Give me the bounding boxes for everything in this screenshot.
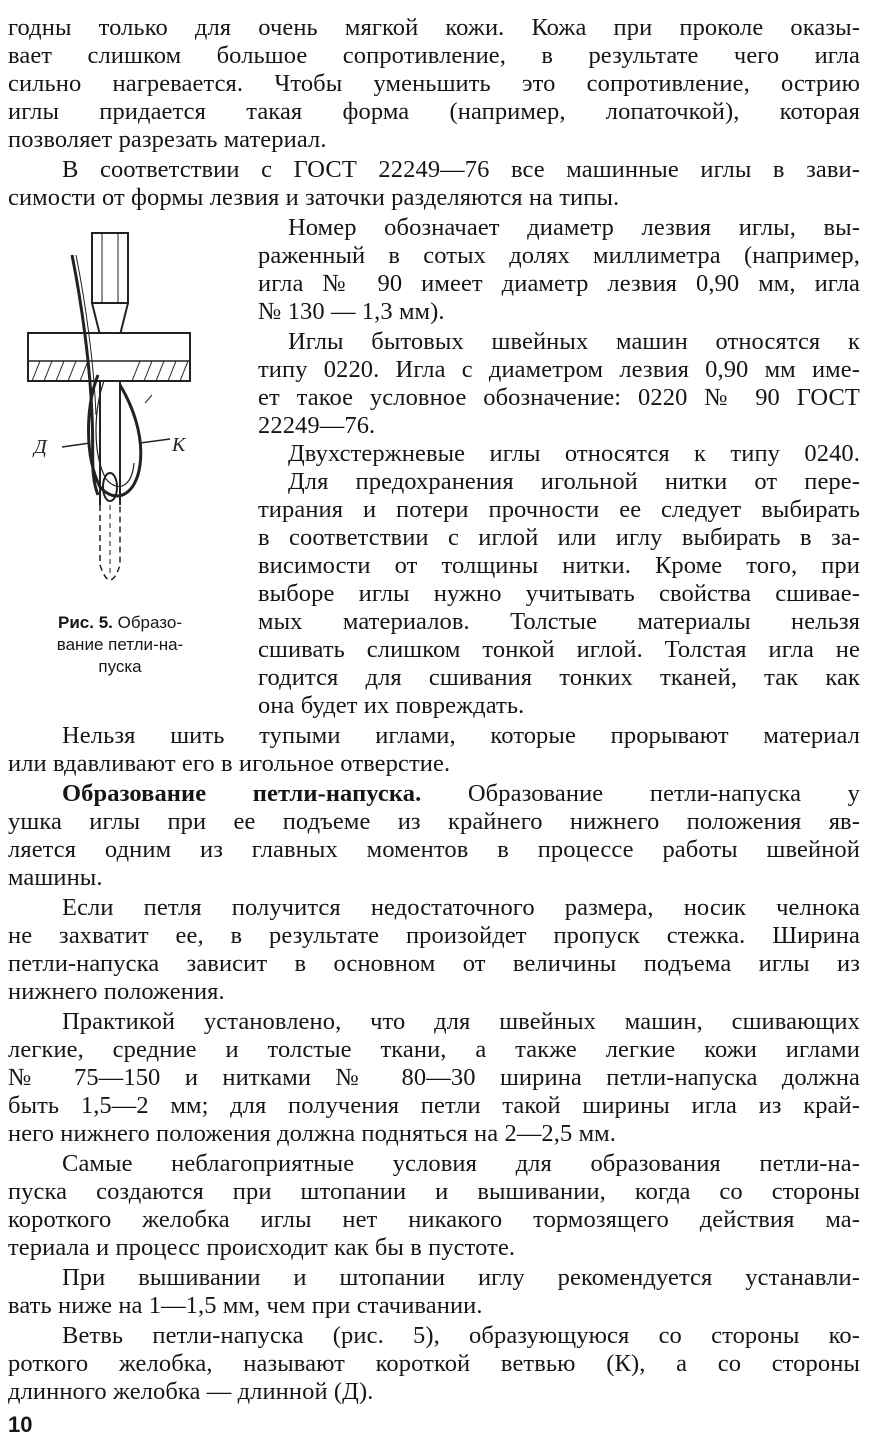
text-line: териала и процесс происходит как бы в пустоте. — [8, 1234, 516, 1261]
text-line: иглы придается такая форма (например, лопаточкой), которая — [8, 98, 860, 125]
figure-caption — [22, 612, 218, 678]
text-line: Для предохранения игольной нитки от пере- — [288, 468, 860, 495]
text-line: вать ниже на 1—1,5 мм, чем при стачивании. — [8, 1292, 483, 1319]
text-line: петли-напуска зависит в основном от величины подъема иглы из — [8, 950, 860, 977]
text-line: В соответствии с ГОСТ 22249—76 все машинные иглы в зави- — [62, 156, 860, 183]
text-line: Двухстержневые иглы относятся к типу 0240. — [288, 440, 860, 467]
needle-loop-figure — [20, 225, 240, 610]
caption-text: пуска — [98, 657, 142, 676]
text-line: легкие, средние и толстые ткани, а также легкие кожи иглами — [8, 1036, 860, 1063]
text-line: в соответствии с иглой или иглу выбирать в за- — [258, 524, 860, 551]
text-line: ляется одним из главных моментов в процессе работы швейной — [8, 836, 860, 863]
text-line: или вдавливают его в игольное отверстие. — [8, 750, 451, 777]
text-line: При вышивании и штопании иглу рекомендуется устанавли- — [62, 1264, 860, 1291]
text-line: раженный в сотых долях миллиметра (например, — [258, 242, 860, 269]
caption-label: Рис. 5. — [58, 613, 113, 632]
text-line: годны только для очень мягкой кожи. Кожа при проколе оказы- — [8, 14, 860, 41]
text-line: сшивать слишком тонкой иглой. Толстая игла не — [258, 636, 860, 663]
text-line: игла № 90 имеет диаметр лезвия 0,90 мм, игла — [258, 270, 860, 297]
caption-text: Образо- — [112, 613, 182, 632]
text-line: позволяет разрезать материал. — [8, 126, 327, 153]
text-line: годится для сшивания тонких тканей, так как — [258, 664, 860, 691]
section-heading: Образование петли-напуска. — [62, 780, 422, 807]
text-line: Если петля получится недостаточного размера, носик челнока — [62, 894, 860, 921]
label-short-branch: К — [172, 434, 186, 456]
text-line: Иглы бытовых швейных машин относятся к — [288, 328, 860, 355]
text-line: быть 1,5—2 мм; для получения петли такой ширины игла из край- — [8, 1092, 860, 1119]
text-line: ушка иглы при ее подъеме из крайнего нижнего положения яв- — [8, 808, 860, 835]
text-line: Самые неблагоприятные условия для образования петли-на- — [62, 1150, 860, 1177]
text-line: № 130 — 1,3 мм). — [258, 298, 445, 325]
text-line: тирания и потери прочности ее следует выбирать — [258, 496, 860, 523]
label-long-branch: Д — [34, 436, 47, 458]
text-line: Ветвь петли-напуска (рис. 5), образующуюся со стороны ко- — [62, 1322, 860, 1349]
text-line: машины. — [8, 864, 103, 891]
text-line: ет такое условное обозначение: 0220 № 90 ГОСТ — [258, 384, 860, 411]
heading-continuation: Образование петли-напуска у — [421, 780, 860, 807]
page-number: 10 — [8, 1412, 33, 1437]
text-line: симости от формы лезвия и заточки разделяются на типы. — [8, 184, 620, 211]
text-line: вает слишком большое сопротивление, в результате чего игла — [8, 42, 860, 69]
text-line: пуска создаются при штопании и вышивании, когда со стороны — [8, 1178, 860, 1205]
needle-loop-diagram — [20, 225, 240, 610]
text-line: Практикой установлено, что для швейных машин, сшивающих — [62, 1008, 860, 1035]
text-line: не захватит ее, в результате произойдет пропуск стежка. Ширина — [8, 922, 860, 949]
text-line: Нельзя шить тупыми иглами, которые прорывают материал — [62, 722, 860, 749]
text-line: короткого желобка иглы нет никакого тормозящего действия ма- — [8, 1206, 860, 1233]
text-line: она будет их повреждать. — [258, 692, 525, 719]
text-line: длинного желобка — длинной (Д). — [8, 1378, 374, 1405]
text-line: нижнего положения. — [8, 978, 225, 1005]
text-line: мых материалов. Толстые материалы нельзя — [258, 608, 860, 635]
text-line: Номер обозначает диаметр лезвия иглы, вы- — [288, 214, 860, 241]
text-line: № 75—150 и нитками № 80—30 ширина петли-напуска должна — [8, 1064, 860, 1091]
text-line: выборе иглы нужно учитывать свойства сшивае- — [258, 580, 860, 607]
section-heading-line — [62, 780, 860, 808]
caption-text: вание петли-на- — [56, 635, 184, 654]
text-line: него нижнего положения должна подняться на 2—2,5 мм. — [8, 1120, 616, 1147]
text-line: типу 0220. Игла с диаметром лезвия 0,90 мм име- — [258, 356, 860, 383]
text-line: висимости от толщины нитки. Кроме того, при — [258, 552, 860, 579]
text-line: роткого желобка, называют короткой ветвью (К), а со стороны — [8, 1350, 860, 1377]
text-line: 22249—76. — [258, 412, 376, 439]
text-line: сильно нагревается. Чтобы уменьшить это сопротивление, острию — [8, 70, 860, 97]
